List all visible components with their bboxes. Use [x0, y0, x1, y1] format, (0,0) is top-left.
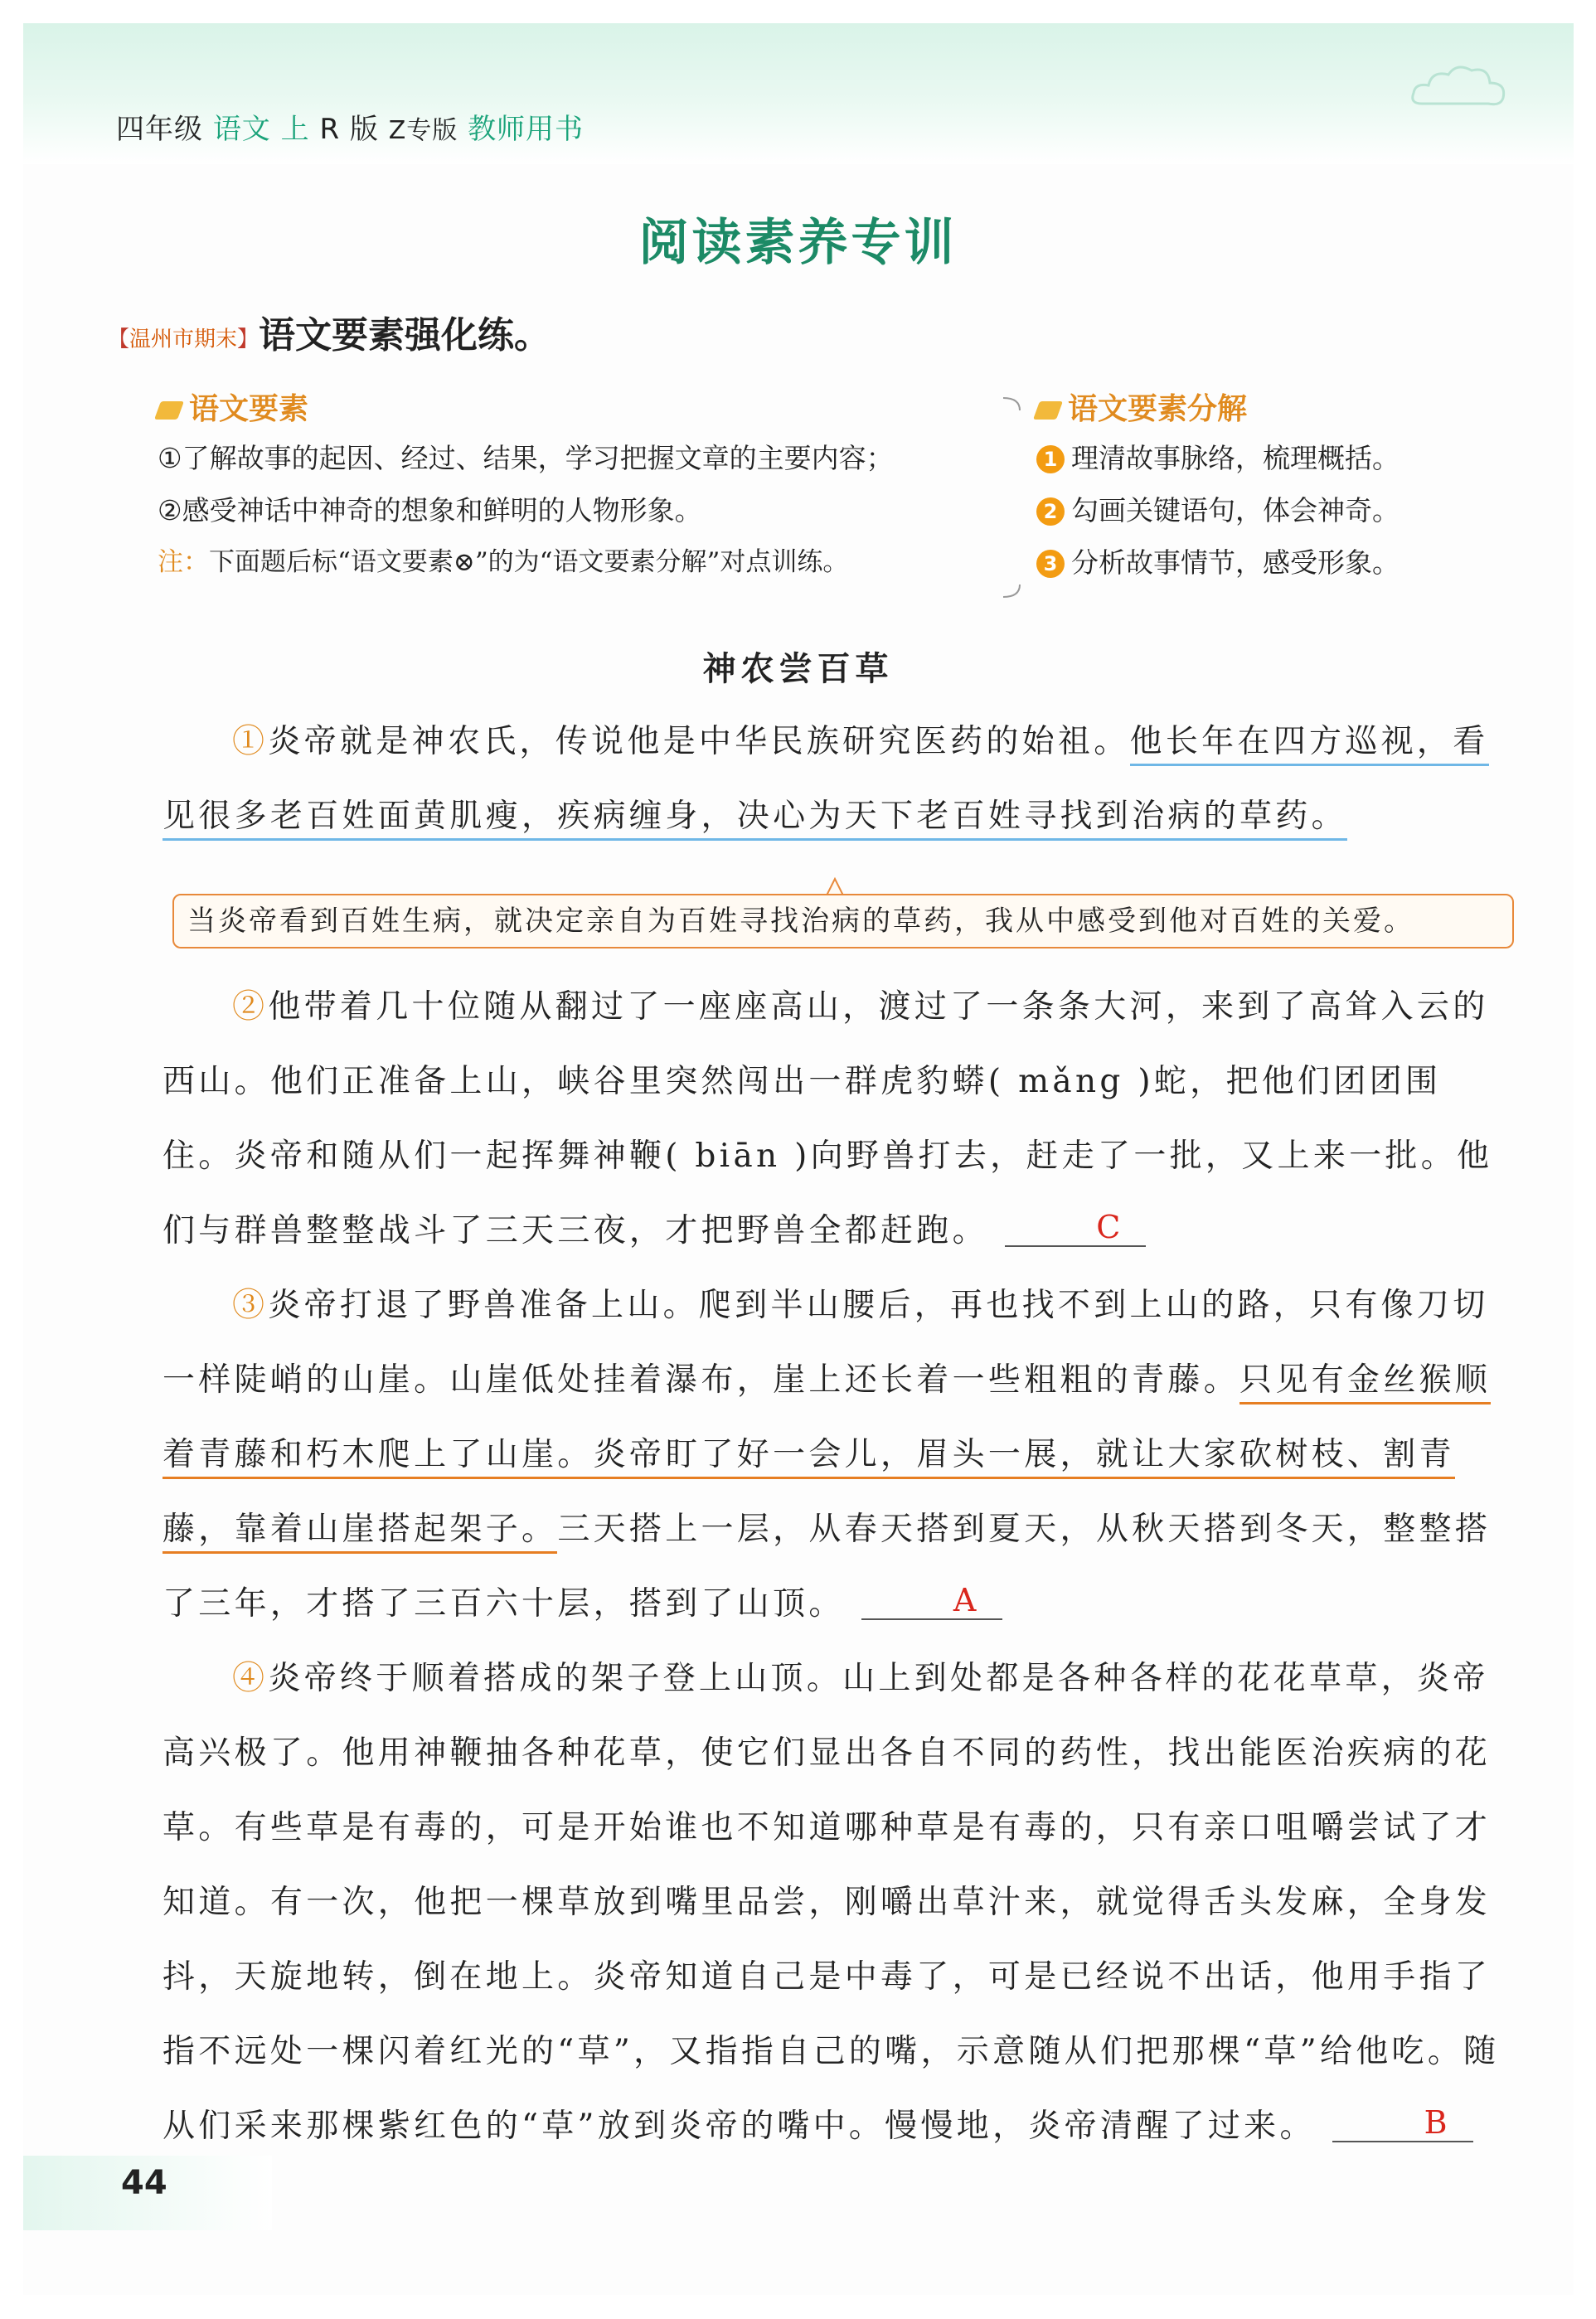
volume: 上: [280, 113, 310, 146]
breakdown-item-1: 1 理清故事脉络，梳理概括。: [1036, 432, 1550, 484]
paragraph-4: ④炎帝终于顺着搭成的架子登上山顶。山上到处都是各种各样的花花草草，炎帝高兴极了。他用神鞭抽各种花草，使它们显出各自不同的药性，找出能医治疾病的花草。有些草是有毒的，可是开始谁也不知道哪种草是有毒的，只有亲口咀嚼尝试了才知道。有一次，他把一棵草放到嘴里品尝，刚嚼出草汁来，就觉得舌头发麻，全身发抖，天旋地转，倒在地上。炎帝知道自己是中毒了，可是已经说不出话，他用手指了指不远处一棵闪着红光的“草”，又指指自己的嘴，示意随从们把那棵“草”给他吃。随从们采来那棵紫红色的“草”放到炎帝的嘴中。慢慢地，炎帝清醒了过来。 B: [163, 1660, 1500, 2145]
page-number: 44: [121, 2164, 167, 2202]
underline-orange: 猴顺着青藤和朽木爬上了山崖。炎帝盯了好一会儿，眉头一展，就让大家砍树枝、割: [163, 1361, 1491, 1479]
element-item-1: ①了解故事的起因、经过、结果，学习把握文章的主要内容；: [158, 442, 894, 474]
brace-decoration-icon: [999, 394, 1024, 601]
pencil-icon: [1033, 401, 1063, 420]
subtitle-text: 语文要素强化练。: [259, 314, 551, 357]
comment-pointer-icon: [825, 877, 845, 895]
elements-left-column: [158, 386, 1028, 589]
element-item-2: ②感受神话中神奇的想象和鲜明的人物形象。: [158, 494, 702, 526]
cloud-decoration-icon: [1405, 58, 1513, 116]
underline-blue: 他长年在四方巡视，: [1130, 723, 1453, 766]
pencil-icon: [154, 401, 184, 420]
answer-blank[interactable]: C: [1005, 1209, 1146, 1247]
subject: 语文: [212, 113, 271, 146]
elements-heading: 语文要素: [158, 386, 1028, 432]
reader-comment: 当炎帝看到百姓生病，就决定亲自为百姓寻找治病的草药，我从中感受到他对百姓的关爱。: [172, 894, 1514, 948]
book-header: [116, 106, 584, 147]
paragraph-1: ①炎帝就是神农氏，传说他是中华民族研究医药的始祖。他长年在四方巡视，看见很多老百姓面黄肌瘦，疾病缠身，决心为天下老百姓寻找到治病的草药。: [163, 705, 1506, 854]
elements-right-column: [1036, 386, 1550, 589]
section-subtitle: [108, 305, 551, 358]
paragraph-2: ②他带着几十位随从翻过了一座座高山，渡过了一条条大河，来到了高耸入云的西山。他们正准备上山，峡谷里突然闯出一群虎豹蟒( mǎng )蛇，把他们团团围住。炎帝和随从们一起挥舞神鞭( biān )向野兽打去，赶走了一批，又上来一批。他们与群兽整整战斗了三天三夜，才把野兽全都赶跑。 C: [163, 988, 1493, 1249]
page-title: 阅读素养专训: [638, 214, 958, 272]
source-tag: 【温州市期末】: [108, 327, 260, 352]
paragraph-3: ③炎帝打退了野兽准备上山。爬到半山腰后，再也找不到上山的路，只有像刀切一样陡峭的山崖。山崖低处挂着瀑布，崖上还长着一些粗粗的青藤。只见有金丝猴顺着青藤和朽木爬上了山崖。炎帝盯了好一会儿，眉头一展，就让大家砍树枝、割青藤，靠着山崖搭起架子。三天搭上一层，从春天搭到夏天，从秋天搭到冬天，整整搭了三年，才搭了三百六十层，搭到了山顶。 A: [163, 1287, 1492, 1623]
answer-blank[interactable]: B: [1332, 2104, 1473, 2142]
book-type: 教师用书: [468, 113, 585, 146]
underline-orange: 只见有金丝: [1239, 1361, 1419, 1404]
grade: 四年级: [116, 113, 203, 146]
special-edition: Z专版: [388, 116, 458, 145]
breakdown-item-3: 3 分析故事情节，感受形象。: [1036, 536, 1550, 589]
breakdown-heading: 语文要素分解: [1036, 386, 1550, 432]
answer-blank[interactable]: A: [861, 1582, 1002, 1620]
edition: R 版: [319, 113, 379, 146]
breakdown-item-2: 2 勾画关键语句，体会神奇。: [1036, 484, 1550, 536]
underline-orange: 青藤，靠着山崖搭起架子。: [163, 1436, 1455, 1554]
elements-box: [158, 386, 1526, 605]
underline-blue: 看见很多老百姓面黄肌瘦，疾病缠身，决心为天下老百姓寻找到治病的草药。: [163, 723, 1489, 841]
elements-note: 注：下面题后标“语文要素⊗”的为“语文要素分解”对点训练。: [158, 547, 849, 577]
story-title: 神农尝百草: [702, 649, 894, 688]
